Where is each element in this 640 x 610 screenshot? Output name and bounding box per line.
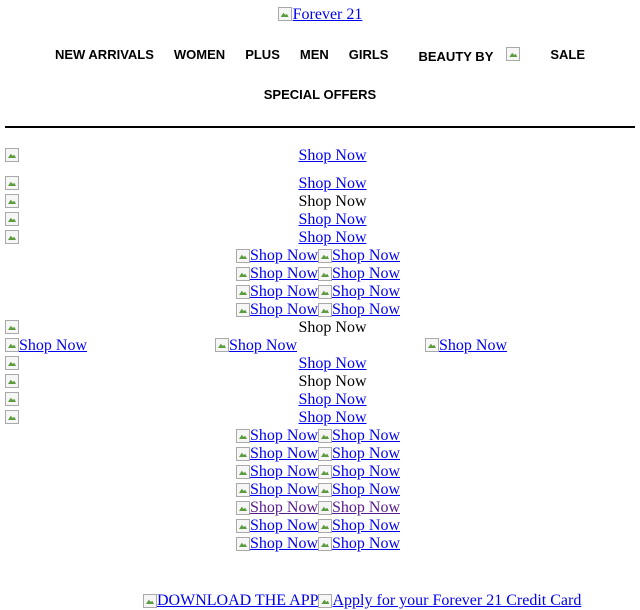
shop-now-alt-text: Shop Now xyxy=(332,463,401,480)
broken-image-icon xyxy=(236,429,250,443)
shop-now-alt-text: Shop Now xyxy=(250,499,319,516)
shop-now-alt-text: Shop Now xyxy=(332,481,401,498)
broken-image-icon xyxy=(318,537,332,551)
shop-now-alt-text: Shop Now xyxy=(332,283,401,300)
product-tile-link[interactable] xyxy=(318,247,400,265)
shop-now-alt-text: Shop Now xyxy=(332,301,401,318)
beauty-brand-logo-icon xyxy=(506,47,520,61)
shop-now-alt-text: Shop Now xyxy=(250,265,319,282)
shop-now-alt-text: Shop Now xyxy=(439,337,508,354)
product-pair-row xyxy=(236,535,400,553)
banner-row[interactable] xyxy=(5,175,635,193)
nav-item-special-offers[interactable]: SPECIAL OFFERS xyxy=(263,87,377,102)
product-tile-link[interactable] xyxy=(318,517,400,535)
shop-now-link[interactable]: Shop Now xyxy=(298,355,367,372)
shop-now-alt-text: Shop Now xyxy=(19,337,88,354)
shop-now-alt-text: Shop Now xyxy=(250,535,319,552)
category-tile-link[interactable] xyxy=(425,337,507,355)
shop-now-text: Shop Now xyxy=(298,319,367,336)
broken-image-icon xyxy=(236,285,250,299)
broken-image-icon xyxy=(318,483,332,497)
broken-image-icon xyxy=(278,7,292,21)
product-tile-link[interactable] xyxy=(236,445,318,463)
nav-item-sale[interactable]: SALE xyxy=(550,47,586,62)
product-tile-link[interactable] xyxy=(236,517,318,535)
shop-now-link[interactable]: Shop Now xyxy=(298,175,367,192)
nav-item-men[interactable]: MEN xyxy=(299,47,329,62)
banner-row[interactable] xyxy=(5,211,635,229)
shop-now-link[interactable]: Shop Now xyxy=(298,211,367,228)
shop-now-text: Shop Now xyxy=(298,193,367,210)
product-tile-link[interactable] xyxy=(236,499,318,517)
broken-image-icon xyxy=(236,465,250,479)
product-tile-link[interactable] xyxy=(318,445,400,463)
shop-now-alt-text: Shop Now xyxy=(250,463,319,480)
product-tile-link[interactable] xyxy=(318,535,400,553)
broken-image-icon xyxy=(236,447,250,461)
product-pair-row xyxy=(236,463,400,481)
banner-row[interactable] xyxy=(5,391,635,409)
product-tile-link[interactable] xyxy=(236,283,318,301)
product-pair-row xyxy=(236,499,400,517)
broken-image-icon xyxy=(318,465,332,479)
download-app-link[interactable] xyxy=(143,592,318,610)
shop-now-alt-text: Shop Now xyxy=(250,283,319,300)
broken-image-icon xyxy=(318,267,332,281)
product-tile-link[interactable] xyxy=(236,481,318,499)
banner-row xyxy=(5,373,635,391)
logo-alt-text: Forever 21 xyxy=(292,6,363,23)
product-tile-link[interactable] xyxy=(236,427,318,445)
shop-now-alt-text: Shop Now xyxy=(332,499,401,516)
header-divider xyxy=(5,126,635,128)
product-pair-row xyxy=(236,445,400,463)
product-pair-row xyxy=(236,517,400,535)
product-tile-link[interactable] xyxy=(236,301,318,319)
product-pair-row xyxy=(236,427,400,445)
broken-image-icon xyxy=(236,537,250,551)
product-tile-link[interactable] xyxy=(318,463,400,481)
shop-now-alt-text: Shop Now xyxy=(332,445,401,462)
banner-row[interactable] xyxy=(5,355,635,373)
broken-image-icon xyxy=(318,303,332,317)
nav-item-beauty-label: BEAUTY BY xyxy=(418,49,494,64)
broken-image-icon xyxy=(143,594,157,608)
broken-image-icon xyxy=(318,447,332,461)
hero-banner[interactable] xyxy=(5,147,635,165)
product-tile-link[interactable] xyxy=(236,247,318,265)
product-pair-row xyxy=(236,301,400,319)
product-tile-link[interactable] xyxy=(318,301,400,319)
shop-now-alt-text: Shop Now xyxy=(332,247,401,264)
category-tile-link[interactable] xyxy=(215,337,297,355)
broken-image-icon xyxy=(236,483,250,497)
credit-card-alt-text: Apply for your Forever 21 Credit Card xyxy=(332,592,582,609)
product-tile-link[interactable] xyxy=(318,481,400,499)
broken-image-icon xyxy=(236,267,250,281)
shop-now-link[interactable]: Shop Now xyxy=(298,409,367,426)
broken-image-icon xyxy=(318,519,332,533)
promo-row xyxy=(5,319,635,337)
category-tile-row xyxy=(5,337,635,355)
shop-now-link[interactable]: Shop Now xyxy=(298,229,367,246)
shop-now-alt-text: Shop Now xyxy=(332,427,401,444)
product-tile-link[interactable] xyxy=(236,463,318,481)
nav-item-women[interactable]: WOMEN xyxy=(173,47,226,62)
broken-image-icon xyxy=(236,519,250,533)
broken-image-icon xyxy=(5,338,19,352)
shop-now-link[interactable]: Shop Now xyxy=(298,147,367,164)
banner-row[interactable] xyxy=(5,229,635,247)
shop-now-alt-text: Shop Now xyxy=(250,481,319,498)
broken-image-icon xyxy=(236,249,250,263)
product-tile-link[interactable] xyxy=(318,499,400,517)
shop-now-alt-text: Shop Now xyxy=(250,247,319,264)
nav-item-girls[interactable]: GIRLS xyxy=(348,47,389,62)
product-pair-row xyxy=(236,481,400,499)
shop-now-alt-text: Shop Now xyxy=(250,445,319,462)
shop-now-link[interactable]: Shop Now xyxy=(298,391,367,408)
shop-now-alt-text: Shop Now xyxy=(250,301,319,318)
nav-item-new-arrivals[interactable]: NEW ARRIVALS xyxy=(54,47,154,62)
product-tile-link[interactable] xyxy=(318,265,400,283)
main-nav xyxy=(0,47,640,64)
category-tile-link[interactable] xyxy=(5,337,87,355)
shop-now-alt-text: Shop Now xyxy=(229,337,298,354)
download-app-alt-text: DOWNLOAD THE APP xyxy=(157,592,319,609)
banner-row[interactable] xyxy=(5,409,635,427)
logo-link[interactable] xyxy=(278,6,363,23)
product-tile-link[interactable] xyxy=(318,283,400,301)
broken-image-icon xyxy=(318,285,332,299)
broken-image-icon xyxy=(318,249,332,263)
broken-image-icon xyxy=(318,594,332,608)
broken-image-icon xyxy=(318,501,332,515)
broken-image-icon xyxy=(425,338,439,352)
product-tile-link[interactable] xyxy=(236,535,318,553)
product-pair-row xyxy=(236,283,400,301)
banner-row xyxy=(5,193,635,211)
product-pair-row xyxy=(236,265,400,283)
footer-promos xyxy=(143,592,581,610)
nav-item-beauty-by[interactable] xyxy=(408,47,530,64)
product-pair-row xyxy=(236,247,400,265)
broken-image-icon xyxy=(236,501,250,515)
broken-image-icon xyxy=(318,429,332,443)
credit-card-link[interactable] xyxy=(318,592,581,610)
shop-now-alt-text: Shop Now xyxy=(332,517,401,534)
product-tile-link[interactable] xyxy=(318,427,400,445)
broken-image-icon xyxy=(236,303,250,317)
broken-image-icon xyxy=(215,338,229,352)
product-tile-link[interactable] xyxy=(236,265,318,283)
shop-now-alt-text: Shop Now xyxy=(332,265,401,282)
shop-now-text: Shop Now xyxy=(298,373,367,390)
shop-now-alt-text: Shop Now xyxy=(332,535,401,552)
site-logo[interactable] xyxy=(0,6,640,24)
shop-now-alt-text: Shop Now xyxy=(250,427,319,444)
shop-now-alt-text: Shop Now xyxy=(250,517,319,534)
nav-item-plus[interactable]: PLUS xyxy=(245,47,280,62)
